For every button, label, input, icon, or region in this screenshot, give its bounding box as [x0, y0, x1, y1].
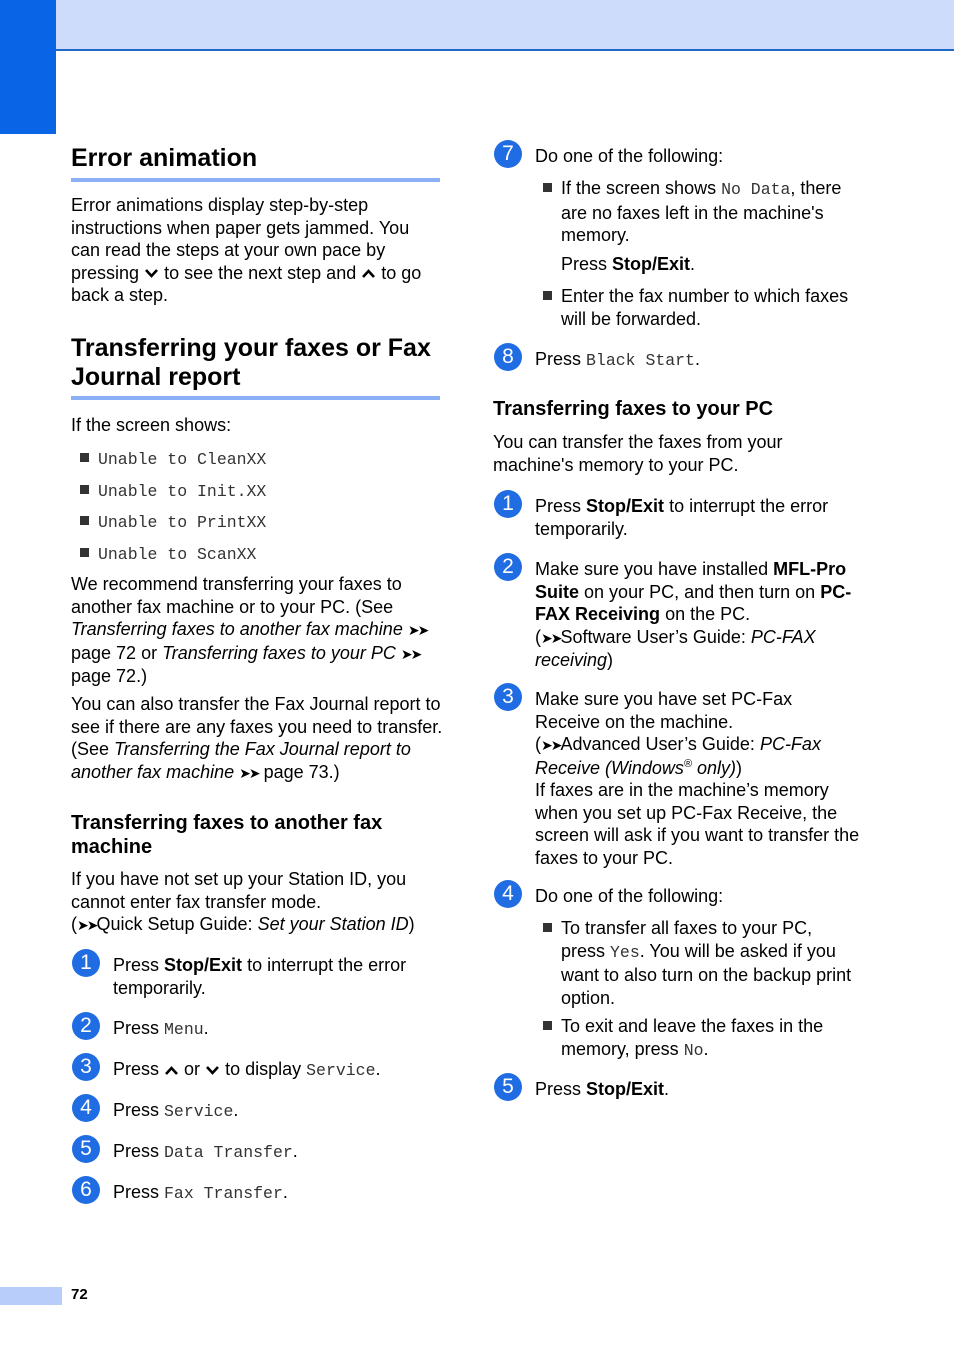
screen-item: Unable to PrintXX	[80, 510, 266, 535]
double-arrow-icon: ➤➤	[77, 917, 97, 933]
pc-step-4-option-1: To transfer all faxes to your PC, press Yes. You will be asked if you want to also turn on the backup print option.	[561, 918, 852, 1008]
bullet-icon	[543, 923, 552, 932]
bullet-icon	[543, 291, 552, 300]
double-arrow-icon: ➤➤	[407, 622, 428, 638]
step-number-badge: 7	[494, 140, 522, 168]
screen-shows-label: If the screen shows:	[71, 415, 232, 435]
double-arrow-icon: ➤➤	[400, 645, 421, 662]
lcd-menu-text: Black Start	[586, 351, 695, 370]
step-number-badge: 4	[72, 1094, 100, 1122]
title-rule	[71, 396, 440, 400]
bullet-icon	[80, 453, 89, 462]
pc-step-4-option-2: To exit and leave the faxes in the memory, press No.	[561, 1016, 824, 1060]
step-number-badge: 4	[494, 880, 522, 908]
screen-item: Unable to ScanXX	[80, 542, 256, 567]
step-7-option-1: If the screen shows No Data, there are no faxes left in the machine's memory.	[561, 178, 842, 245]
pc-step-3: Make sure you have set PC-Fax Receive on the machine. (➤➤Advanced User’s Guide: PC-Fax Receive (Windows® only)) If faxes are in the machine’s memory when you set up PC-Fax Receive, the screen will ask if you want to transfer the faxes to your PC.	[535, 689, 860, 868]
double-arrow-icon: ➤➤	[541, 629, 561, 646]
recommend-paragraph: We recommend transferring your faxes to another fax machine or to your PC. (See Transferring faxes to another fax machine ➤➤ page 72 or Transferring faxes to your PC ➤➤ page 72.)	[71, 574, 428, 686]
cross-reference-link[interactable]: Transferring faxes to another fax machine	[71, 619, 403, 639]
step-2: Press Menu.	[113, 1018, 209, 1039]
stop-exit-key: Stop/Exit	[612, 254, 691, 274]
chevron-up-icon	[361, 268, 376, 279]
section-title-error-animation: Error animation	[71, 144, 258, 172]
pc-intro: You can transfer the faxes from your machine's memory to your PC.	[493, 432, 783, 475]
screen-item: Unable to Init.XX	[80, 479, 266, 504]
error-text-3: to go back a step.	[71, 262, 422, 305]
step-4: Press Service.	[113, 1100, 239, 1121]
chapter-tab	[0, 0, 56, 134]
step-8: Press Black Start.	[535, 349, 700, 370]
section-title-transfer: Transferring your faxes or Fax Journal report	[71, 334, 431, 391]
pc-step-5: Press Stop/Exit.	[535, 1079, 670, 1099]
subsection-title-to-pc: Transferring faxes to your PC	[493, 398, 774, 420]
stop-exit-key: Stop/Exit	[164, 955, 243, 975]
step-number-badge: 1	[72, 949, 100, 977]
station-paragraph: If you have not set up your Station ID, you cannot enter fax transfer mode. (➤➤Quick Setup Guide: Set your Station ID)	[71, 869, 415, 934]
bullet-icon	[543, 183, 552, 192]
step-7-intro: Do one of the following:	[535, 146, 724, 166]
bullet-icon	[80, 548, 89, 557]
title-rule	[71, 178, 440, 182]
lcd-menu-text: Menu	[164, 1020, 204, 1039]
pc-step-2: Make sure you have installed MFL-Pro Suite on your PC, and then turn on PC-FAX Receiving on the PC. (➤➤Software User’s Guide: PC-FAX receiving)	[535, 559, 852, 670]
step-number-badge: 1	[494, 490, 522, 518]
page-number-bar	[0, 1287, 62, 1305]
lcd-menu-text: Service	[306, 1061, 376, 1080]
lcd-menu-text: Data Transfer	[164, 1143, 293, 1162]
bullet-icon	[543, 1021, 552, 1030]
double-arrow-icon: ➤➤	[541, 737, 561, 753]
step-6: Press Fax Transfer.	[113, 1182, 288, 1203]
error-text-2: to see the next step and	[164, 262, 357, 283]
step-7-option-2: Enter the fax number to which faxes will be forwarded.	[561, 286, 849, 329]
step-number-badge: 5	[72, 1135, 100, 1163]
error-text-1: Error animations display step-by-step instructions when paper gets jammed. You can read the steps at your own pace by pressing	[71, 195, 410, 283]
pc-step-1: Press Stop/Exit to interrupt the error temporarily.	[535, 496, 829, 539]
lcd-menu-text: Yes	[610, 942, 640, 962]
bullet-icon	[80, 485, 89, 494]
subsection-title-another-fax: Transferring faxes to another fax machine	[71, 812, 383, 858]
step-number-badge: 3	[72, 1053, 100, 1081]
cross-reference-link[interactable]: Transferring faxes to your PC	[162, 642, 396, 663]
cross-reference-link[interactable]: Transferring the Fax Journal report to another fax machine	[71, 739, 411, 782]
lcd-menu-text: No	[683, 1040, 704, 1060]
cross-reference-link[interactable]: Set your Station ID	[257, 914, 409, 934]
header-band	[0, 0, 954, 51]
step-number-badge: 2	[494, 553, 522, 581]
lcd-menu-text: Fax Transfer	[164, 1184, 283, 1203]
chevron-up-icon	[164, 1065, 179, 1076]
lcd-menu-text: No Data	[721, 180, 791, 199]
step-number-badge: 2	[72, 1012, 100, 1040]
double-arrow-icon: ➤➤	[239, 764, 259, 781]
step-5: Press Data Transfer.	[113, 1141, 298, 1162]
error-paragraph	[71, 194, 441, 307]
step-number-badge: 6	[72, 1176, 100, 1204]
step-number-badge: 8	[494, 343, 522, 371]
pc-step-4-intro: Do one of the following:	[535, 886, 724, 906]
step-3: Press or to display Service.	[113, 1059, 381, 1080]
lcd-menu-text: Service	[164, 1102, 234, 1121]
step-number-badge: 5	[494, 1073, 522, 1101]
cross-reference-link[interactable]: PC-Fax Receive (Windows® only)	[535, 734, 821, 778]
step-number-badge: 3	[494, 683, 522, 711]
chevron-down-icon	[205, 1065, 220, 1076]
chevron-down-icon	[144, 268, 159, 279]
cross-reference-link[interactable]: PC-FAX receiving	[535, 626, 816, 670]
bullet-icon	[80, 516, 89, 525]
stop-exit-key: Stop/Exit	[586, 1079, 665, 1099]
screen-item: Unable to CleanXX	[80, 447, 266, 472]
step-7-option-1-press: Press Stop/Exit.	[561, 254, 696, 274]
stop-exit-key: Stop/Exit	[586, 496, 665, 516]
journal-paragraph: You can also transfer the Fax Journal report to see if there are any faxes you need to transfer. (See Transferring the Fax Journal report to another fax machine ➤➤ page 73.)	[71, 694, 443, 782]
step-1: Press Stop/Exit to interrupt the error temporarily.	[113, 955, 407, 998]
page-number: 72	[71, 1286, 88, 1303]
